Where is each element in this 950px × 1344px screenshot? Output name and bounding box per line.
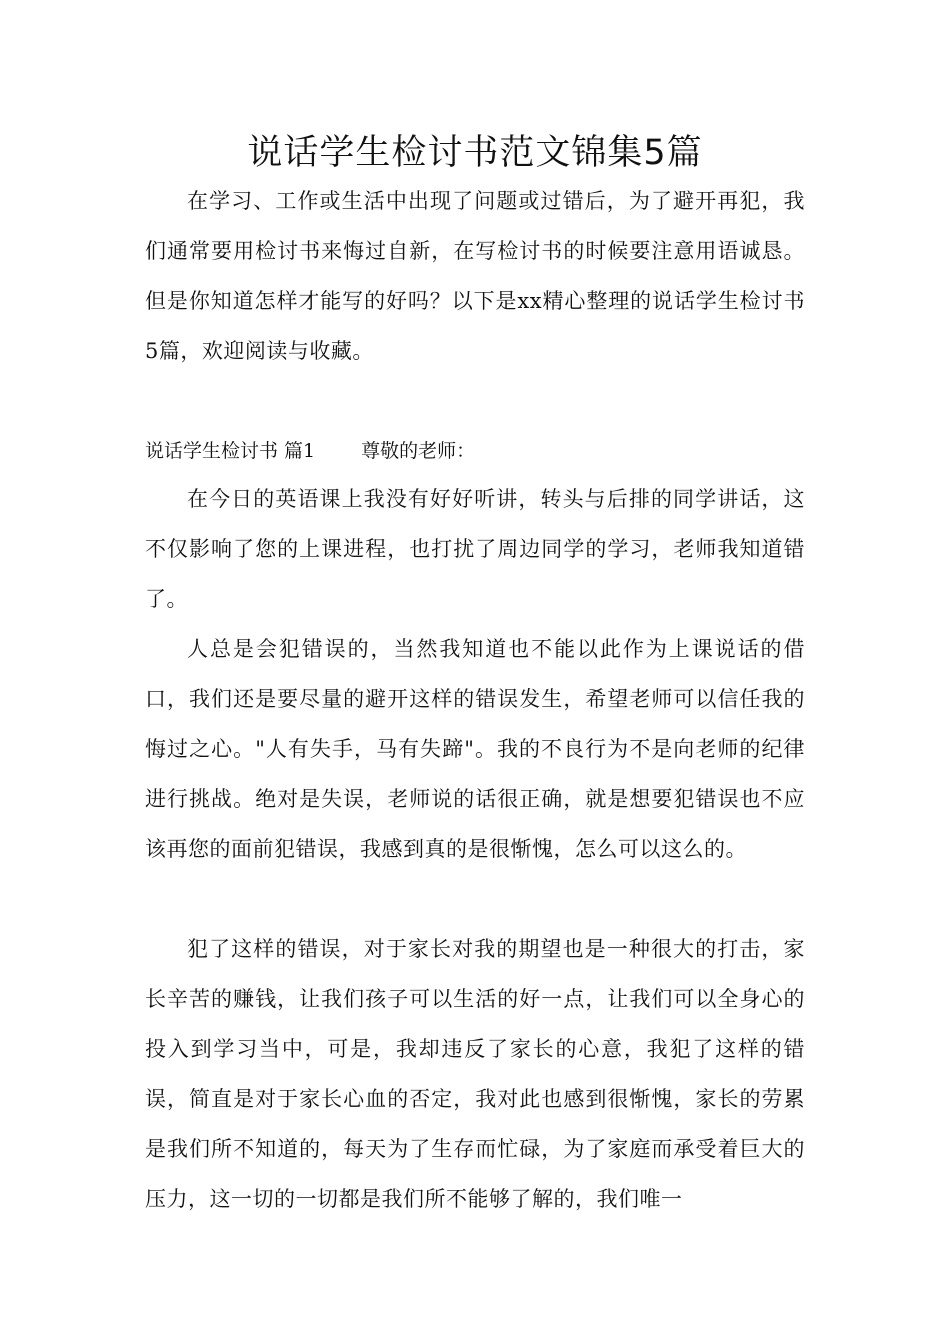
section-heading-line <box>145 436 805 466</box>
body-paragraph: 人总是会犯错误的，当然我知道也不能以此作为上课说话的借口，我们还是要尽量的避开这样的错误发生，希望老师可以信任我的悔过之心。"人有失手，马有失蹄"。我的不良行为不是向老师的纪律进行挑战。绝对是失误，老师说的话很正确，就是想要犯错误也不应该再您的面前犯错误，我感到真的是很惭愧，怎么可以这么的。 <box>145 637 805 861</box>
salutation: 尊敬的老师： <box>361 440 476 462</box>
intro-paragraph: 在学习、工作或生活中出现了问题或过错后，为了避开再犯，我们通常要用检讨书来悔过自新，在写检讨书的时候要注意用语诚恳。但是你知道怎样才能写的好吗？以下是xx精心整理的说话学生检讨书5篇，欢迎阅读与收藏。 <box>145 189 805 363</box>
document-title: 说话学生检讨书范文锦集5篇 <box>247 133 703 173</box>
body-paragraph: 在今日的英语课上我没有好好听讲，转头与后排的同学讲话，这不仅影响了您的上课进程，也打扰了周边同学的学习，老师我知道错了。 <box>145 487 805 611</box>
body-paragraph: 犯了这样的错误，对于家长对我的期望也是一种很大的打击，家长辛苦的赚钱，让我们孩子可以生活的好一点，让我们可以全身心的投入到学习当中，可是，我却违反了家长的心意，我犯了这样的错误，简直是对于家长心血的否定，我对此也感到很惭愧，家长的劳累是我们所不知道的，每天为了生存而忙碌，为了家庭而承受着巨大的压力，这一切的一切都是我们所不能够了解的，我们唯一 <box>145 937 805 1211</box>
section-heading: 说话学生检讨书 篇1 <box>145 440 316 462</box>
